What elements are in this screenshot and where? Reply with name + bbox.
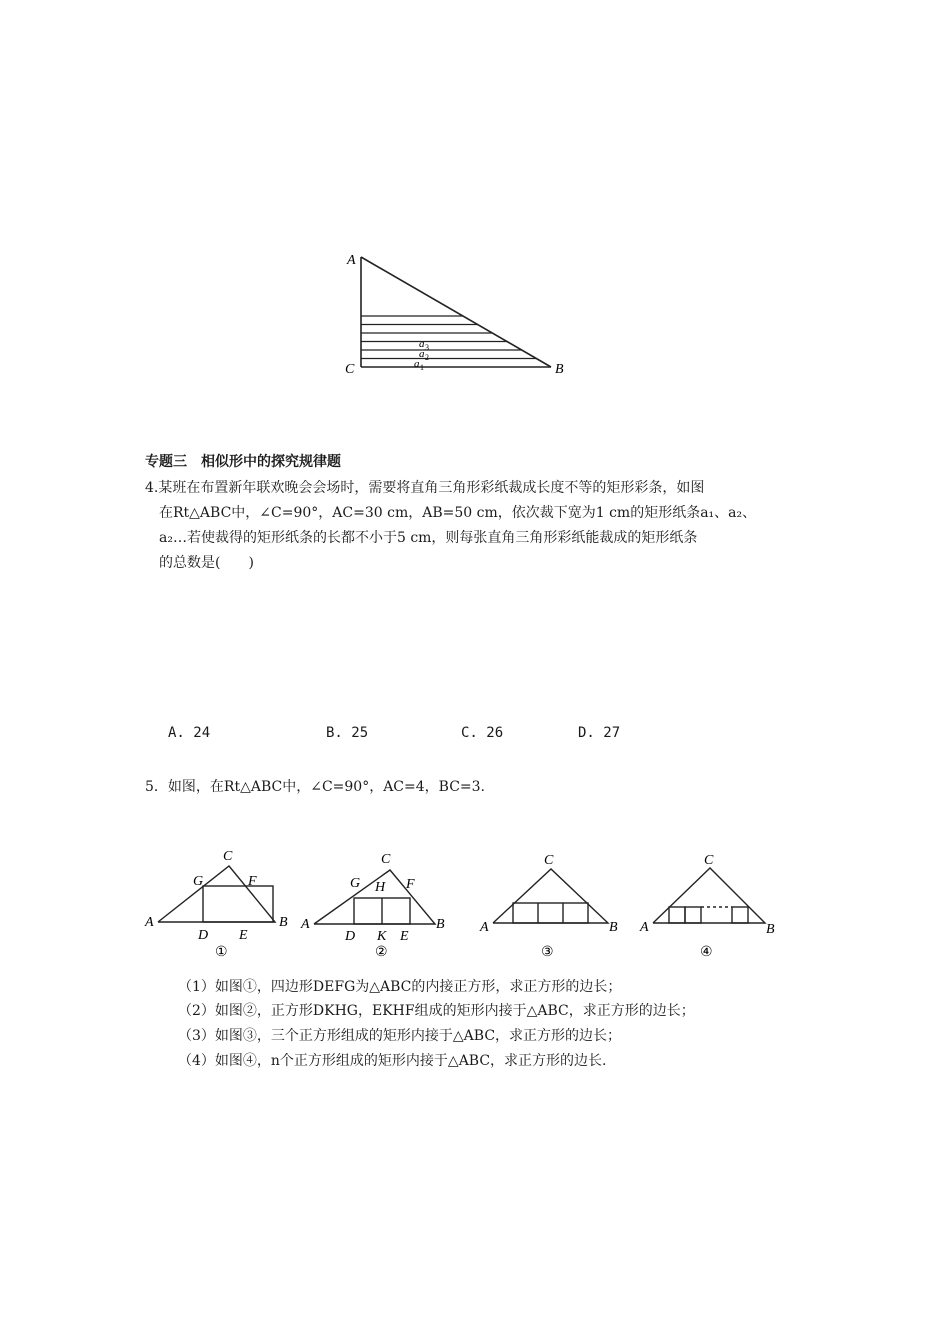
fig2-label-d: D bbox=[345, 929, 356, 944]
vertex-a-label: A bbox=[347, 253, 356, 268]
question-5-stem: 5．如图，在Rt△ABC中，∠C=90°，AC=4，BC=3. bbox=[145, 779, 486, 795]
q4-line-4: 的总数是( ) bbox=[159, 555, 254, 571]
fig2-label-g: G bbox=[350, 876, 361, 891]
fig1-label-d: D bbox=[198, 928, 209, 943]
strip-a3-label: a bbox=[419, 338, 425, 350]
fig4-label-b: B bbox=[766, 922, 775, 937]
fig1-label-f: F bbox=[248, 874, 257, 889]
q5-sub-2: （2）如图②，正方形DKHG，EKHF组成的矩形内接于△ABC，求正方形的边长； bbox=[178, 1003, 695, 1019]
fig1-label-e: E bbox=[239, 928, 248, 943]
question-4 bbox=[145, 476, 815, 576]
strip-a1-sub: 1 bbox=[420, 363, 424, 372]
option-d: D. 27 bbox=[578, 725, 621, 741]
fig2-label-f: F bbox=[406, 877, 415, 892]
fig1-label-a: A bbox=[145, 915, 154, 930]
figure-1 bbox=[140, 842, 300, 964]
fig3-label-a: A bbox=[480, 920, 489, 935]
three-squares-rectangle bbox=[513, 903, 588, 923]
fig2-number: ② bbox=[375, 945, 388, 960]
fig1-label-c: C bbox=[223, 849, 233, 864]
strip-a2-label: a bbox=[419, 348, 425, 360]
fig3-label-b: B bbox=[609, 920, 618, 935]
fig4-label-a: A bbox=[640, 920, 649, 935]
q4-line-2: 在Rt△ABC中，∠C=90°，AC=30 cm，AB=50 cm，依次裁下宽为1 cm的矩形纸条a₁、a₂、 bbox=[159, 505, 757, 521]
q5-sub-1: （1）如图①，四边形DEFG为△ABC的内接正方形，求正方形的边长； bbox=[178, 979, 622, 995]
q5-sub-3: （3）如图③，三个正方形组成的矩形内接于△ABC，求正方形的边长； bbox=[178, 1028, 622, 1044]
strip-triangle-figure bbox=[330, 245, 580, 380]
option-b: B. 25 bbox=[326, 725, 369, 741]
fig3-number: ③ bbox=[541, 945, 554, 960]
fig2-label-c: C bbox=[381, 852, 391, 867]
fig2-label-e: E bbox=[400, 929, 409, 944]
q4-line-3: a₂…若使裁得的矩形纸条的长都不小于5 cm，则每张直角三角形彩纸能裁成的矩形纸条 bbox=[159, 530, 698, 546]
figure-2 bbox=[298, 842, 458, 964]
option-c: C. 26 bbox=[461, 725, 504, 741]
vertex-b-label: B bbox=[555, 362, 564, 377]
strip-a2-sub: 2 bbox=[425, 353, 429, 362]
section-title: 专题三 相似形中的探究规律题 bbox=[145, 454, 341, 470]
option-a: A. 24 bbox=[168, 725, 211, 741]
vertex-c-label: C bbox=[345, 362, 355, 377]
fig4-label-c: C bbox=[704, 853, 714, 868]
square-defg bbox=[203, 886, 273, 922]
fig1-number: ① bbox=[215, 945, 228, 960]
fig3-label-c: C bbox=[544, 853, 554, 868]
fig1-label-g: G bbox=[193, 874, 204, 889]
strip-a3-sub: 3 bbox=[425, 343, 429, 352]
figure-4 bbox=[636, 842, 786, 964]
fig2-label-k: K bbox=[377, 929, 387, 944]
fig2-label-b: B bbox=[436, 917, 445, 932]
q5-sub-4: （4）如图④，n个正方形组成的矩形内接于△ABC，求正方形的边长. bbox=[178, 1053, 607, 1069]
figure-3 bbox=[476, 842, 626, 964]
q4-line-1: 4.某班在布置新年联欢晚会会场时，需要将直角三角形彩纸裁成长度不等的矩形彩条，如图 bbox=[145, 480, 705, 496]
fig4-number: ④ bbox=[700, 945, 713, 960]
fig2-label-h: H bbox=[375, 880, 386, 895]
strip-lines bbox=[361, 316, 536, 359]
strip-a1-label: a bbox=[414, 358, 420, 370]
fig1-label-b: B bbox=[279, 915, 288, 930]
fig2-label-a: A bbox=[301, 917, 310, 932]
